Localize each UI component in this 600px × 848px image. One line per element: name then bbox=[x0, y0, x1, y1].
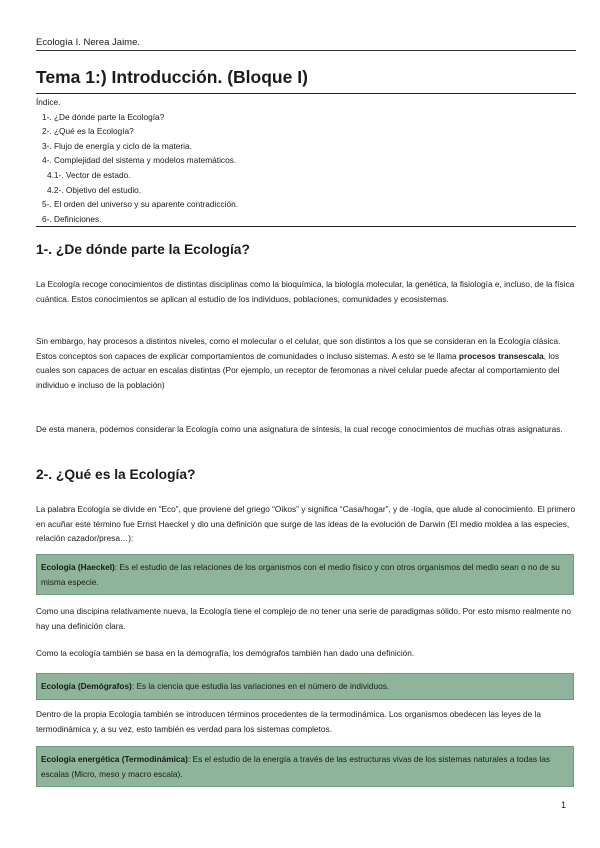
definition-box-demografos bbox=[36, 673, 574, 700]
page-title: Tema 1:) Introducción. (Bloque I) bbox=[36, 67, 308, 87]
definition-term: Ecología (Haeckel) bbox=[41, 562, 115, 572]
toc-subitem[interactable]: 4.1-. Vector de estado. bbox=[47, 169, 131, 180]
toc-subitem[interactable]: 4.2-. Objetivo del estudio. bbox=[47, 184, 142, 195]
section-1-paragraph-1: La Ecología recoge conocimientos de distintas disciplinas como la bioquímica, la biología molecular, la genética, la fisiología e, incluso, de la física cuántica. Estos conocimientos se aplican al estudio de los individuos, poblaciones, comunidades y ecosistemas. bbox=[36, 279, 575, 304]
bold-term: procesos transescala bbox=[458, 350, 544, 361]
definition-term: Ecología energética (Termodinámica) bbox=[41, 754, 188, 764]
running-header: Ecología I. Nerea Jaime. bbox=[36, 37, 141, 48]
toc-item[interactable]: 2-. ¿Qué es la Ecología? bbox=[42, 126, 134, 137]
definition-text: : Es el estudio de la energía a través de las estructuras vivas de los sistemas naturales a todas las escalas (Micro, meso y macro escala). bbox=[41, 754, 550, 779]
paragraph-text: , los cuales son capaces de actuar en escalas distintas (Por ejemplo, un receptor de feromonas a nivel celular puede afectar al comportamiento del individuo e incluso de la población) bbox=[36, 350, 560, 390]
definition-text: : Es la ciencia que estudia las variaciones en el número de individuos. bbox=[131, 681, 390, 691]
title-rule bbox=[36, 93, 576, 94]
section-2-paragraph-1: La palabra Ecología se divide en “Eco”, que proviene del griego “Oikos” y significa “Casa/hogar”, y de -logía, que alude al conocimiento. El primero en acuñar este término fue Ernst Haeckel y dio una definición que surge de las ideas de la evolución de Darwin (El medio moldea a las especies, relación cazador/presa…): bbox=[36, 504, 576, 544]
toc-item[interactable]: 5-. El orden del universo y su aparente contradicción. bbox=[42, 199, 239, 210]
toc-item[interactable]: 4-. Complejidad del sistema y modelos matemáticos. bbox=[42, 155, 237, 166]
section-2-heading: 2-. ¿Qué es la Ecología? bbox=[36, 467, 196, 482]
page-number: 1 bbox=[560, 800, 566, 810]
section-2-paragraph-3: Como la ecología también se basa en la demografía, los demógrafos también han dado una definición. bbox=[36, 648, 415, 658]
toc-item[interactable]: 3-. Flujo de energía y ciclo de la materia. bbox=[42, 140, 192, 151]
definition-term: Ecología (Demógrafos) bbox=[41, 681, 132, 691]
section-1-paragraph-2 bbox=[36, 334, 576, 392]
section-2-paragraph-4: Dentro de la propia Ecología también se introducen términos procedentes de la termodinámica. Los organismos obedecen las leyes de la termodinámica y, a su vez, esto también es verdad para los sistemas completos. bbox=[36, 709, 542, 734]
section-2-paragraph-2: Como una discipina relativamente nueva, la Ecología tiene el complejo de no tener una serie de paradigmas sólido. Por esto mismo realmente no hay una definición clara. bbox=[36, 606, 571, 631]
table-of-contents bbox=[36, 95, 576, 226]
toc-item[interactable]: 6-. Definiciones. bbox=[42, 213, 102, 224]
toc-label: Índice. bbox=[36, 97, 61, 107]
definition-text: : Es el estudio de las relaciones de los organismos con el medio físico y con otros organismos del medio sean o no de su misma especie. bbox=[41, 562, 560, 587]
header-rule bbox=[36, 50, 576, 51]
paragraph-text: Sin embargo, hay procesos a distintos niveles, como el molecular o el celular, que son distintos a los que se consideran en la Ecología clásica. Estos conceptos son capaces de explicar comportamientos de comunidades o incluso sistemas. A esto se le llama bbox=[36, 336, 561, 361]
section-1-heading: 1-. ¿De dónde parte la Ecología? bbox=[36, 242, 250, 257]
definition-box-haeckel bbox=[36, 554, 574, 595]
definition-box-termodinamica bbox=[36, 746, 574, 787]
toc-rule bbox=[36, 226, 576, 227]
toc-item[interactable]: 1-. ¿De dónde parte la Ecología? bbox=[42, 111, 165, 122]
section-1-paragraph-3: De esta manera, podemos considerar la Ecología como una asignatura de síntesis, la cual recoge conocimientos de muchas otras asignaturas. bbox=[36, 424, 563, 434]
